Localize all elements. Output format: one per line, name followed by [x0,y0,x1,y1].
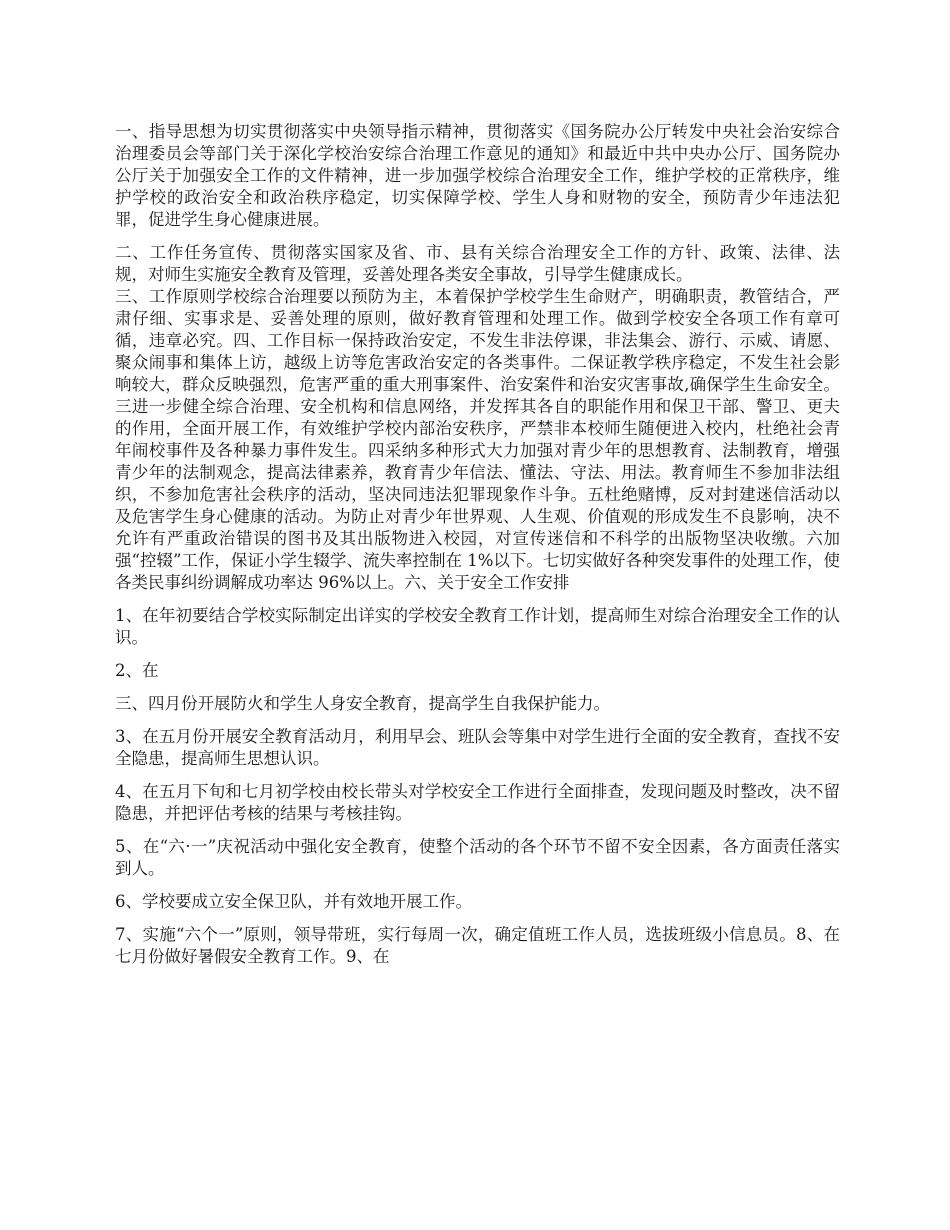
paragraph-item-5: 5、在“六·一”庆祝活动中强化安全教育，使整个活动的各个环节不留不安全因素，各方面责任落实到人。 [115,837,840,878]
paragraph-work-tasks: 二、工作任务宣传、贯彻落实国家及省、市、县有关综合治理安全工作的方针、政策、法律、法规，对师生实施安全教育及管理，妥善处理各类安全事故，引导学生健康成长。 [115,243,840,284]
paragraph-item-2: 2、在 [115,661,159,680]
paragraph-item-7: 7、实施“六个一”原则，领导带班，实行每周一次，确定值班工作人员，选拔班级小信息员。8、在七月份做好暑假安全教育工作。9、在 [115,925,840,966]
document-body [115,121,840,979]
paragraph-work-principles: 三、工作原则学校综合治理要以预防为主，本着保护学校学生生命财产，明确职责，教管结合，严肃仔细、实事求是、妥善处理的原则，做好教育管理和处理工作。做到学校安全各项工作有章可循，违章必究。四、工作目标一保持政治安定，不发生非法停课，非法集会、游行、示威、请愿、聚众闹事和集体上访，越级上访等危害政治安定的各类事件。二保证教学秩序稳定，不发生社会影响较大，群众反映强烈，危害严重的重大刑事案件、治安案件和治安灾害事故,确保学生生命安全。三进一步健全综合治理、安全机构和信息网络，并发挥其各自的职能作用和保卫干部、警卫、更夫的作用，全面开展工作，有效维护学校内部治安秩序，严禁非本校师生随便进入校内，杜绝社会青年闹校事件及各种暴力事件发生。四采纳多种形式大力加强对青少年的思想教育、法制教育，增强青少年的法制观念，提高法律素养，教育青少年信法、懂法、守法、用法。教育师生不参加非法组织，不参加危害社会秩序的活动，坚决同违法犯罪现象作斗争。五杜绝赌博，反对封建迷信活动以及危害学生身心健康的活动。为防止对青少年世界观、人生观、价值观的形成发生不良影响，决不允许有严重政治错误的图书及其出版物进入校园，对宣传迷信和不科学的出版物坚决收缴。六加强“控辍”工作，保证小学生辍学、流失率控制在 1%以下。七切实做好各种突发事件的处理工作，使各类民事纠纷调解成功率达 96%以上。六、关于安全工作安排 [115,287,840,592]
paragraph-item-3: 3、在五月份开展安全教育活动月，利用早会、班队会等集中对学生进行全面的安全教育，查找不安全隐患，提高师生思想认识。 [115,727,840,768]
paragraph-item-1: 1、在年初要结合学校实际制定出详实的学校安全教育工作计划，提高师生对综合治理安全工作的认识。 [115,606,840,647]
paragraph-item-6: 6、学校要成立安全保卫队，并有效地开展工作。 [115,892,472,911]
paragraph-guiding-ideology: 一、指导思想为切实贯彻落实中央领导指示精神，贯彻落实《国务院办公厅转发中央社会治安综合治理委员会等部门关于深化学校治安综合治理工作意见的通知》和最近中共中央办公厅、国务院办公厅关于加强安全工作的文件精神，进一步加强学校综合治理安全工作，维护学校的正常秩序，维护学校的政治安全和政治秩序稳定，切实保障学校、学生人身和财物的安全，预防青少年违法犯罪，促进学生身心健康进展。 [115,122,840,229]
paragraph-march-april: 三、四月份开展防火和学生人身安全教育，提高学生自我保护能力。 [115,694,610,713]
paragraph-item-4: 4、在五月下旬和七月初学校由校长带头对学校安全工作进行全面排查，发现问题及时整改，决不留隐患，并把评估考核的结果与考核挂钩。 [115,782,840,823]
